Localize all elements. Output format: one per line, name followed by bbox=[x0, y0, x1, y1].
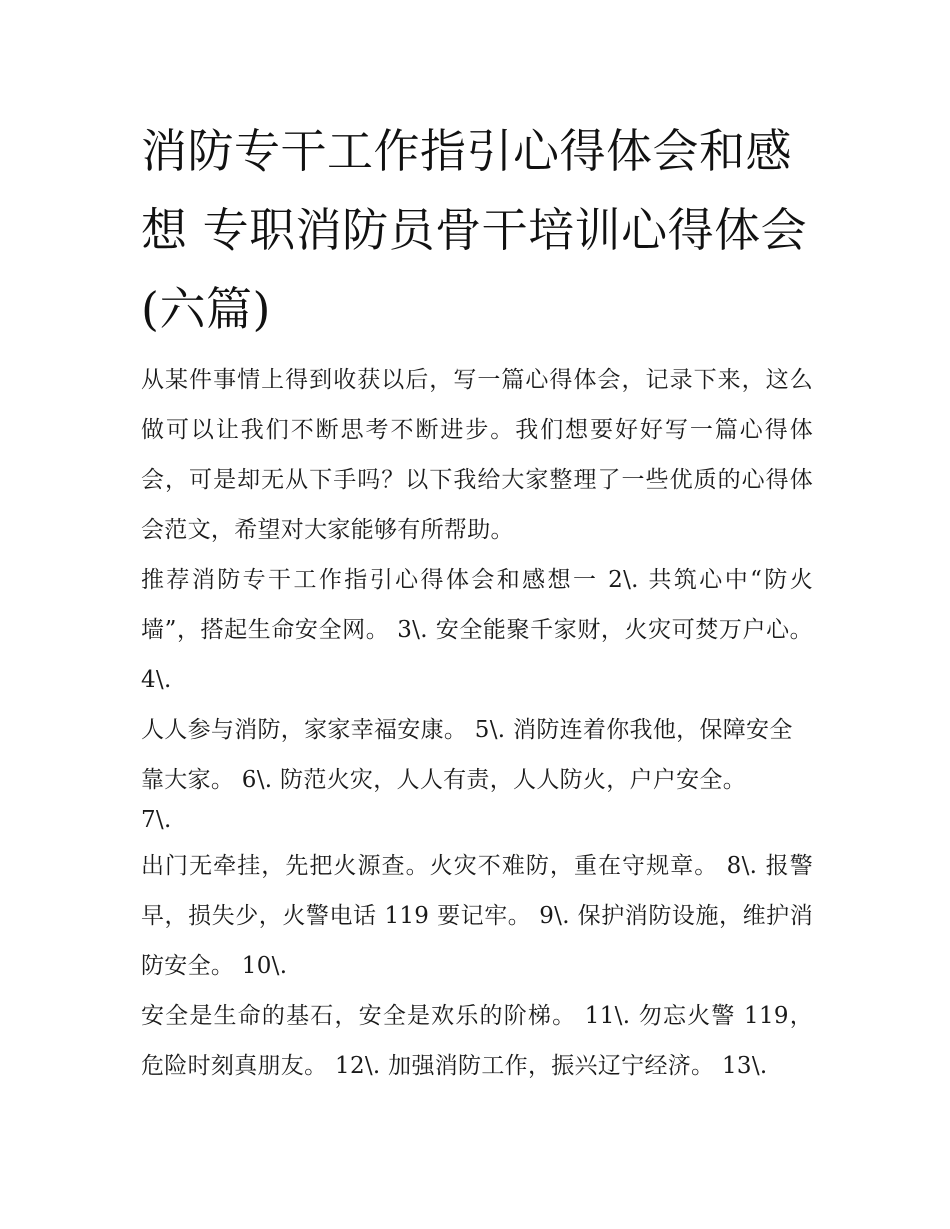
body-paragraph-2-tail: 7\. bbox=[141, 807, 172, 833]
document-title: 消防专干工作指引心得体会和感想 专职消防员骨干培训心得体会(六篇) bbox=[141, 124, 808, 336]
body-paragraph-4: 安全是生命的基石，安全是欢乐的阶梯。 11\. 勿忘火警 119，危险时刻真朋友。 12\. 加强消防工作，振兴辽宁经济。 13\. bbox=[141, 1003, 813, 1079]
document-body bbox=[141, 112, 813, 1091]
body-paragraph-2 bbox=[141, 705, 813, 835]
body-paragraph-2-text: 人人参与消防，家家幸福安康。 5\. 消防连着你我他，保障安全靠大家。 6\. 防范火灾，人人有责，人人防火，户户安全。 bbox=[141, 717, 793, 793]
body-paragraph-1: 推荐消防专干工作指引心得体会和感想一 2\. 共筑心中“防火墙”，搭起生命安全网。 3\. 安全能聚千家财，火灾可焚万户心。 4\. bbox=[141, 567, 813, 693]
body-paragraph-3: 出门无牵挂，先把火源查。火灾不难防，重在守规章。 8\. 报警早，损失少，火警电话 119 要记牢。 9\. 保护消防设施，维护消防安全。 10\. bbox=[141, 853, 813, 979]
intro-paragraph: 从某件事情上得到收获以后，写一篇心得体会，记录下来，这么做可以让我们不断思考不断进步。我们想要好好写一篇心得体会，可是却无从下手吗？以下我给大家整理了一些优质的心得体会范文，希望对大家能够有所帮助。 bbox=[141, 367, 813, 543]
